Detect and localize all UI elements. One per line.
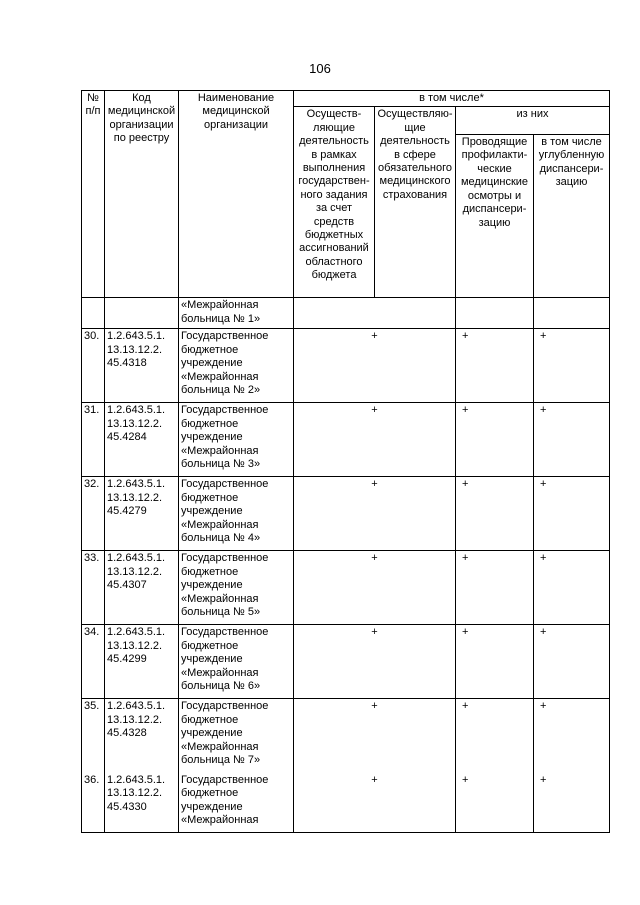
row-preventive-mark: + — [456, 699, 534, 773]
row-in-depth-mark: + — [534, 329, 610, 403]
row-name: Государственное бюджетное учреждение «Межрайонная больница № 7» — [179, 699, 294, 773]
row-oms-mark: + — [294, 403, 456, 477]
header-preventive: Проводящие профилакти-ческие медицинские осмотры и диспансери-зацию — [456, 135, 534, 298]
table-row — [82, 403, 610, 477]
row-code: 1.2.643.5.1. 13.13.12.2. 45.4299 — [105, 625, 179, 699]
row-oms-mark: + — [294, 477, 456, 551]
continuation-num — [82, 298, 105, 329]
row-num: 32. — [82, 477, 105, 551]
continuation-empty-3 — [534, 298, 610, 329]
header-row-1 — [82, 91, 610, 107]
row-name: Государственное бюджетное учреждение «Межрайонная больница № 2» — [179, 329, 294, 403]
table-row — [82, 477, 610, 551]
row-name: Государственное бюджетное учреждение «Межрайонная больница № 4» — [179, 477, 294, 551]
header-including: в том числе* — [294, 91, 610, 107]
header-in-depth: в том числе углубленную диспансери-зацию — [534, 135, 610, 298]
row-preventive-mark: + — [456, 477, 534, 551]
header-num: № п/п — [82, 91, 105, 298]
row-num: 35. — [82, 699, 105, 773]
continuation-empty — [294, 298, 456, 329]
header-oms: Осуществляю-щие деятельность в сфере обязательного медицинского страхования — [375, 107, 456, 298]
row-preventive-mark: + — [456, 625, 534, 699]
row-in-depth-mark: + — [534, 477, 610, 551]
row-code: 1.2.643.5.1. 13.13.12.2. 45.4318 — [105, 329, 179, 403]
continuation-empty-2 — [456, 298, 534, 329]
row-num: 34. — [82, 625, 105, 699]
row-name: Государственное бюджетное учреждение «Межрайонная больница № 3» — [179, 403, 294, 477]
row-preventive-mark: + — [456, 329, 534, 403]
row-name: Государственное бюджетное учреждение «Межрайонная — [179, 773, 294, 833]
row-in-depth-mark: + — [534, 403, 610, 477]
row-oms-mark: + — [294, 699, 456, 773]
row-in-depth-mark: + — [534, 773, 610, 833]
header-state-task: Осуществ-ляющие деятельность в рамках выполнения государствен-ного задания за счет средств бюджетных ассигнований областного бюджета — [294, 107, 375, 298]
row-in-depth-mark: + — [534, 551, 610, 625]
row-preventive-mark: + — [456, 403, 534, 477]
row-num: 36. — [82, 773, 105, 833]
row-in-depth-mark: + — [534, 625, 610, 699]
row-oms-mark: + — [294, 329, 456, 403]
row-name: Государственное бюджетное учреждение «Межрайонная больница № 5» — [179, 551, 294, 625]
header-code: Код медицинской организации по реестру — [105, 91, 179, 298]
row-code: 1.2.643.5.1. 13.13.12.2. 45.4330 — [105, 773, 179, 833]
row-oms-mark: + — [294, 551, 456, 625]
row-code: 1.2.643.5.1. 13.13.12.2. 45.4328 — [105, 699, 179, 773]
row-oms-mark: + — [294, 773, 456, 833]
table-row — [82, 773, 610, 833]
table-row — [82, 551, 610, 625]
header-of-them: из них — [456, 107, 610, 135]
row-code: 1.2.643.5.1. 13.13.12.2. 45.4279 — [105, 477, 179, 551]
table-row — [82, 329, 610, 403]
table-row — [82, 699, 610, 773]
row-in-depth-mark: + — [534, 699, 610, 773]
continuation-row — [82, 298, 610, 329]
row-code: 1.2.643.5.1. 13.13.12.2. 45.4284 — [105, 403, 179, 477]
row-num: 30. — [82, 329, 105, 403]
medical-organizations-table — [81, 90, 610, 833]
header-name: Наименование медицинской организации — [179, 91, 294, 298]
row-preventive-mark: + — [456, 551, 534, 625]
row-oms-mark: + — [294, 625, 456, 699]
row-num: 33. — [82, 551, 105, 625]
continuation-name: «Межрайонная больница № 1» — [179, 298, 294, 329]
table-row — [82, 625, 610, 699]
row-code: 1.2.643.5.1. 13.13.12.2. 45.4307 — [105, 551, 179, 625]
row-name: Государственное бюджетное учреждение «Межрайонная больница № 6» — [179, 625, 294, 699]
row-num: 31. — [82, 403, 105, 477]
page-number: 106 — [309, 61, 331, 76]
row-preventive-mark: + — [456, 773, 534, 833]
continuation-code — [105, 298, 179, 329]
